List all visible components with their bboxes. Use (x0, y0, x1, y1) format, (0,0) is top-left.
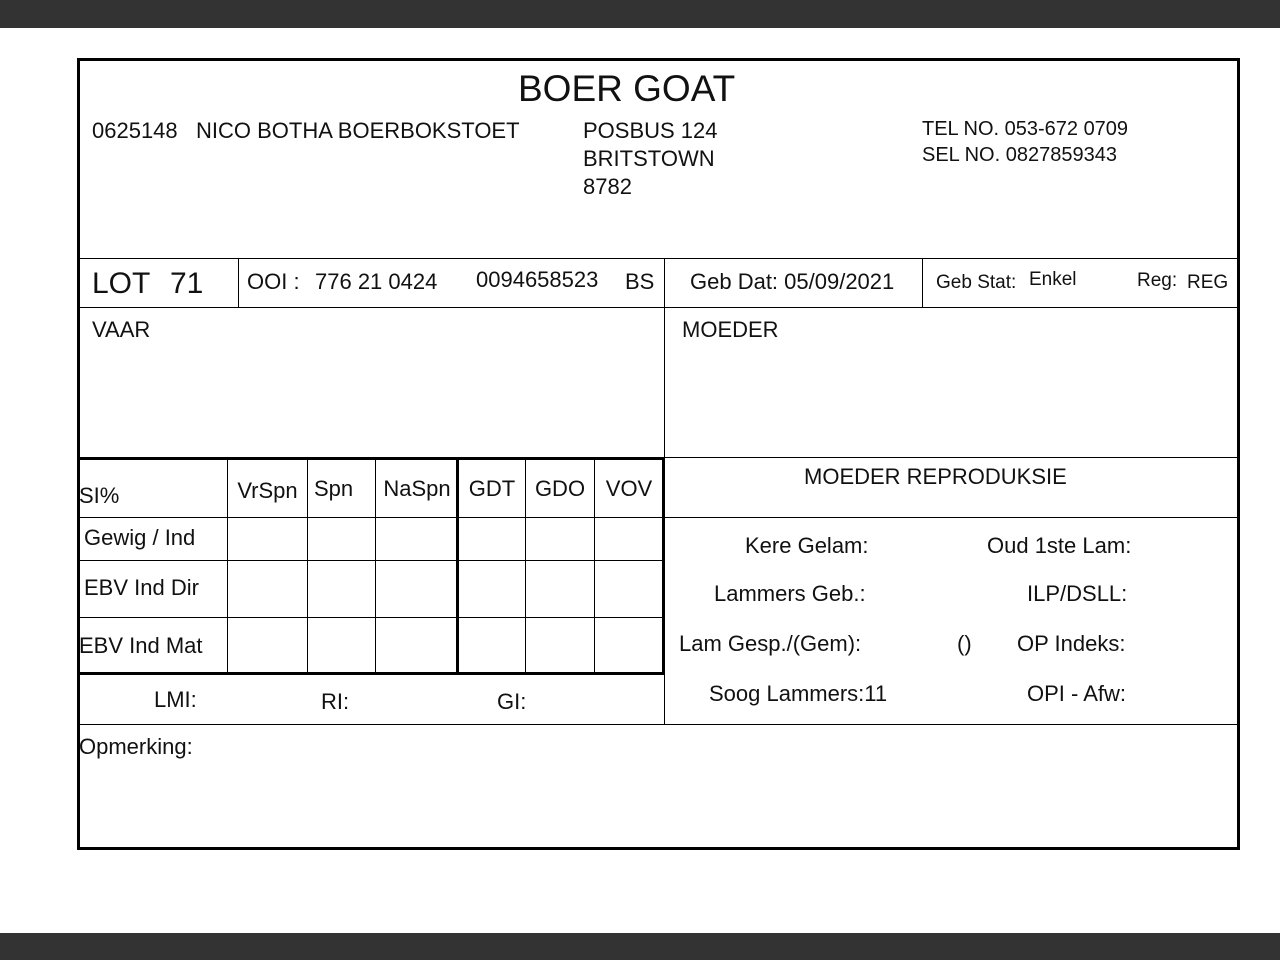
opi-deviation-label: OPI - Afw: (1027, 681, 1127, 706)
traits-row-line-3 (80, 617, 663, 618)
traits-top-line (80, 457, 665, 460)
gi-label: GI: (497, 689, 527, 714)
trait-col-header: VOV (605, 476, 653, 501)
birth-status-value: Enkel (1029, 269, 1077, 290)
trait-col-header: VrSpn (237, 478, 298, 503)
lot-divider-2 (664, 258, 665, 308)
trait-col-header: Spn (314, 476, 354, 501)
breeder-name: NICO BOTHA BOERBOKSTOET (196, 118, 520, 143)
lot-label: LOT (92, 267, 151, 300)
trait-col-header: GDO (534, 476, 586, 501)
reg-value: REG (1187, 272, 1229, 293)
ri-label: RI: (321, 689, 350, 714)
index-row-bottom-line (80, 724, 1237, 725)
trait-row-label: EBV Ind Dir (84, 575, 199, 600)
ewe-number: 776 21 0424 (315, 269, 438, 294)
op-index-label: OP Indeks: (1017, 631, 1126, 656)
frame-right (1237, 58, 1240, 850)
frame-bottom (77, 847, 1240, 850)
card-title: BOER GOAT (518, 68, 736, 109)
lot-row-top-line (80, 258, 1237, 259)
remarks-label: Opmerking: (79, 734, 193, 759)
traits-row-line-2 (80, 560, 663, 561)
lambs-suckled-label: Soog Lammers:11 (709, 681, 888, 706)
trait-row-label: EBV Ind Mat (79, 633, 203, 658)
frame-top (77, 58, 1240, 61)
breeder-number: 0625148 (92, 118, 178, 143)
lambs-born-label: Lammers Geb.: (714, 581, 866, 606)
parents-bottom-line (664, 457, 1237, 458)
lot-divider-3 (922, 258, 923, 308)
repro-heading: MOEDER REPRODUKSIE (804, 464, 1067, 489)
ewe-label: OOI : (247, 269, 300, 294)
address-line-2: BRITSTOWN (583, 146, 715, 171)
lmi-label: LMI: (154, 687, 197, 712)
age-first-lamb-label: Oud 1ste Lam: (987, 533, 1132, 558)
dam-label: MOEDER (682, 317, 779, 342)
sire-label: VAAR (92, 317, 151, 342)
ilp-dsll-label: ILP/DSLL: (1027, 581, 1128, 606)
telephone: TEL NO. 053-672 0709 (922, 118, 1129, 140)
trait-row-label: Gewig / Ind (84, 525, 196, 550)
birth-status-label: Geb Stat: (936, 272, 1017, 293)
lot-divider-1 (238, 258, 239, 308)
cellphone: SEL NO. 0827859343 (922, 144, 1117, 166)
lot-number: 71 (170, 267, 204, 300)
lot-row-bottom-line (80, 307, 1237, 308)
frame-left (77, 58, 80, 850)
trait-col-header: GDT (468, 476, 516, 501)
repro-heading-line (664, 517, 1237, 518)
traits-row-line-1 (80, 517, 663, 518)
trait-col-header: NaSpn (383, 476, 451, 501)
reg-label: Reg: (1137, 270, 1178, 291)
lambs-weaned-value: () (957, 631, 972, 656)
address-line-1: POSBUS 124 (583, 118, 718, 143)
traits-bottom-line (80, 672, 665, 675)
selection-index-label: SI% (79, 483, 120, 508)
id-suffix: BS (625, 269, 655, 294)
times-lambed-label: Kere Gelam: (745, 533, 869, 558)
birth-date: Geb Dat: 05/09/2021 (690, 269, 895, 294)
address-line-3: 8782 (583, 174, 632, 199)
id-number: 0094658523 (476, 267, 599, 292)
lambs-weaned-label: Lam Gesp./(Gem): (679, 631, 862, 656)
